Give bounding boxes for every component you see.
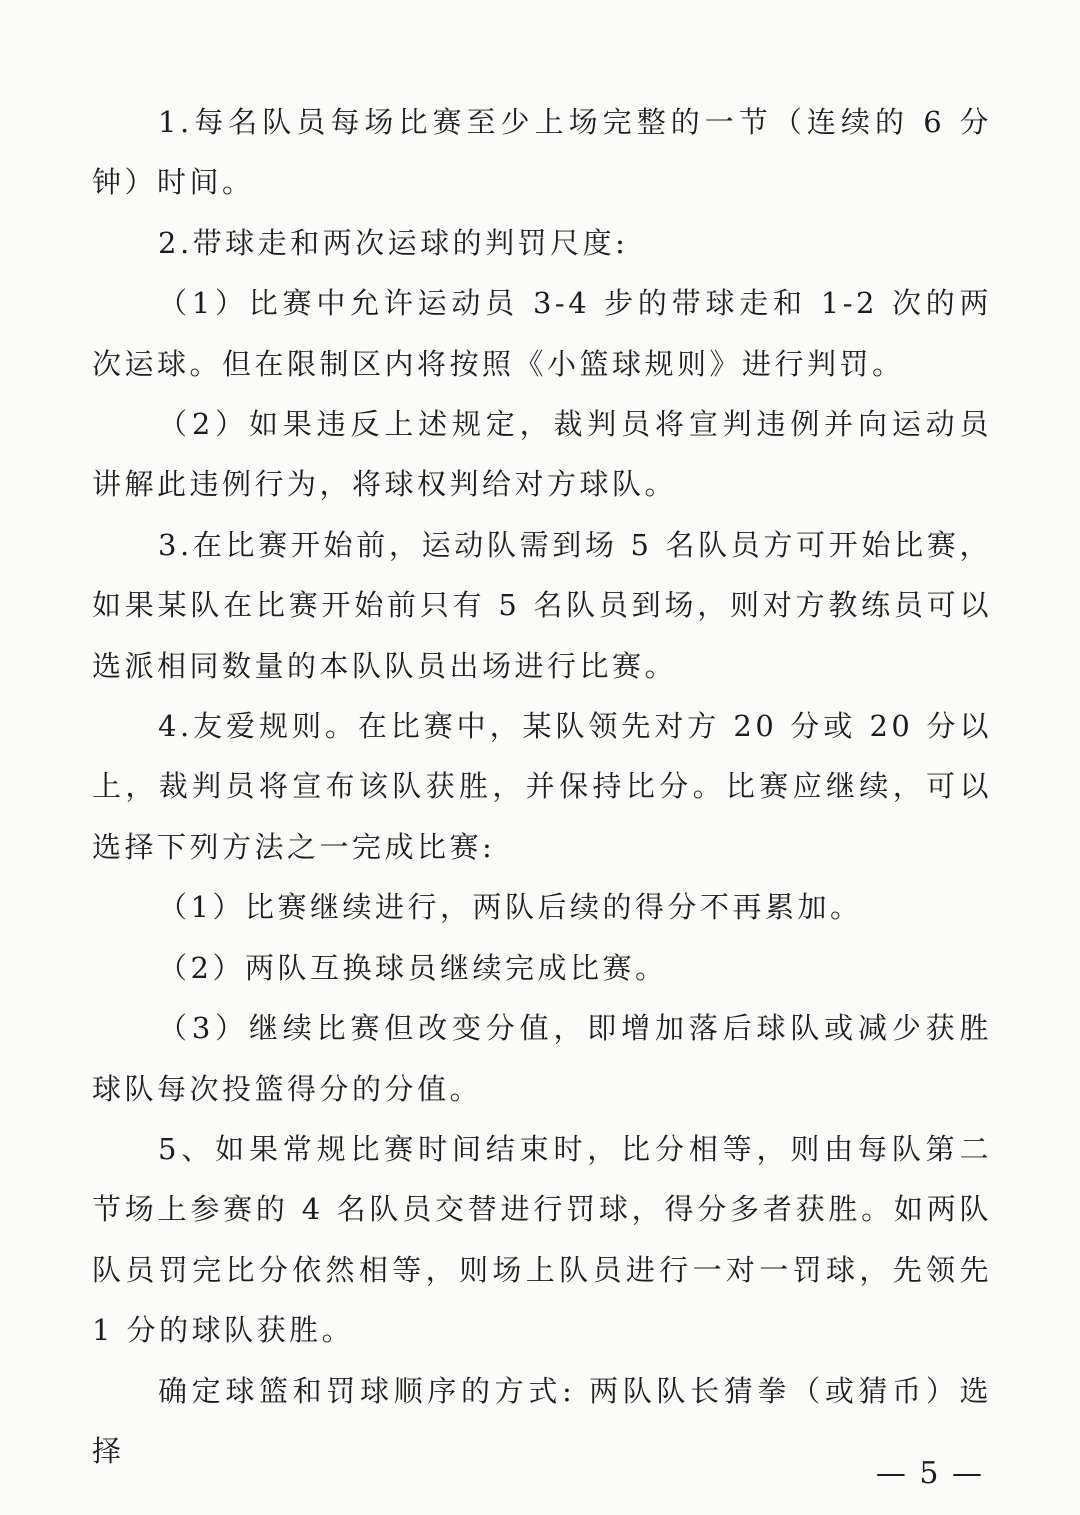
paragraph-rule-5-tie-break: 5、如果常规比赛时间结束时，比分相等，则由每队第二节场上参赛的 4 名队员交替进行罚球，得分多者获胜。如两队队员罚完比分依然相等，则场上队员进行一对一罚球，先领先 1 分的球队获胜。 xyxy=(92,1131,992,1348)
paragraph-basket-selection: 确定球篮和罚球顺序的方式: 两队队长猜拳（或猜币）选择 xyxy=(92,1373,992,1468)
document-body xyxy=(92,92,992,1481)
paragraph-rule-2-heading: 2.带球走和两次运球的判罚尺度: xyxy=(158,225,629,260)
paragraph-rule-3-team-size: 3.在比赛开始前，运动队需到场 5 名队员方可开始比赛，如果某队在比赛开始前只有 5 名队员到场，则对方教练员可以选派相同数量的本队队员出场进行比赛。 xyxy=(92,527,992,683)
paragraph-rule-4-mercy-rule: 4.友爱规则。在比赛中，某队领先对方 20 分或 20 分以上，裁判员将宣布该队获胜，并保持比分。比赛应继续，可以选择下列方法之一完成比赛: xyxy=(92,709,992,864)
paragraph-rule-2-item-1: （1）比赛中允许运动员 3-4 步的带球走和 1-2 次的两次运球。但在限制区内将按照《小篮球规则》进行判罚。 xyxy=(92,286,992,381)
paragraph-rule-4-option-3: （3）继续比赛但改变分值，即增加落后球队或减少获胜球队每次投篮得分的分值。 xyxy=(92,1011,992,1106)
paragraph-rule-1-playing-time: 1.每名队员每场比赛至少上场完整的一节（连续的 6 分钟）时间。 xyxy=(92,105,992,200)
page-number: — 5 — xyxy=(875,1456,984,1491)
paragraph-rule-4-option-2: （2）两队互换球员继续完成比赛。 xyxy=(158,950,668,985)
paragraph-rule-2-item-2: （2）如果违反上述规定，裁判员将宣判违例并向运动员讲解此违例行为，将球权判给对方球队。 xyxy=(92,407,992,502)
paragraph-rule-4-option-1: （1）比赛继续进行，两队后续的得分不再累加。 xyxy=(158,890,863,925)
